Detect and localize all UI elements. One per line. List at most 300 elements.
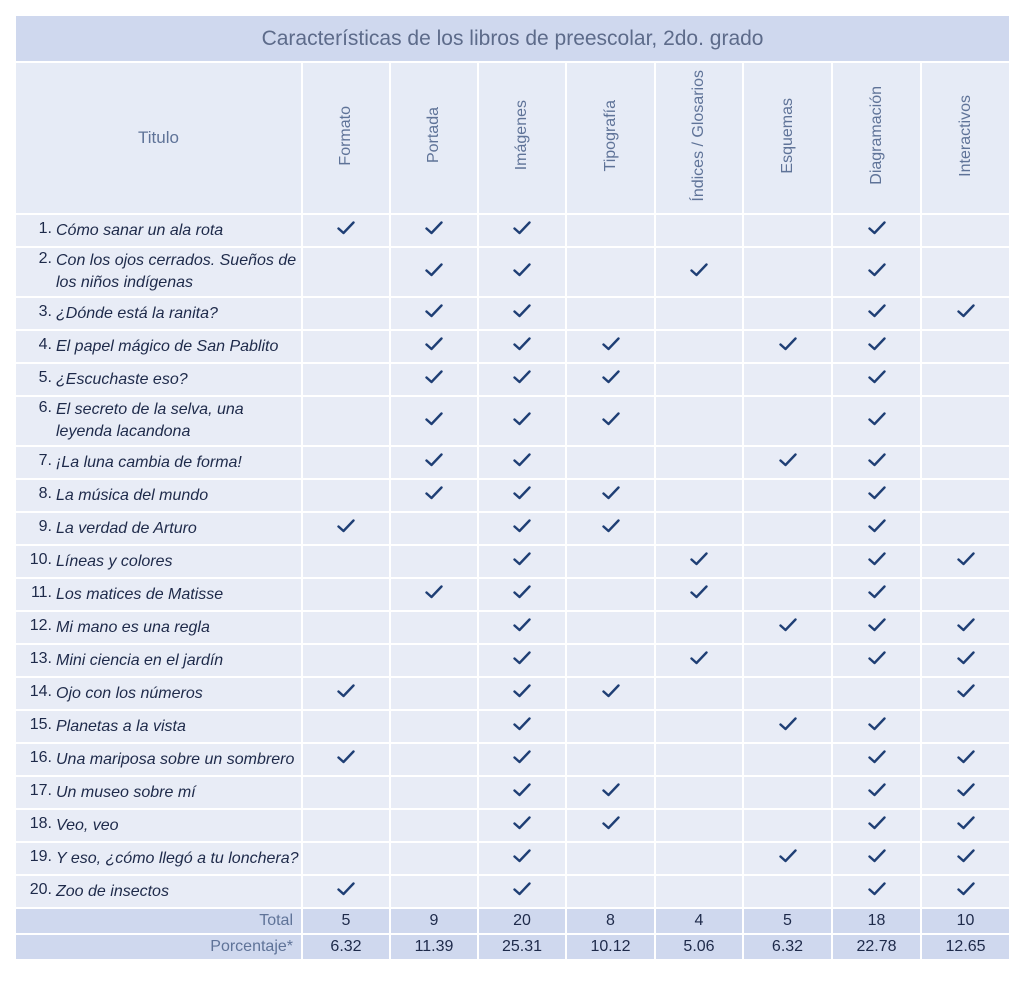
feature-cell [390,363,478,396]
table-title: Características de los libros de preescolar, 2do. grado [15,15,1010,62]
book-title-cell [15,545,302,578]
checkmark-icon [690,651,708,665]
total-row-value: 5 [302,908,390,934]
percent-row-value: 25.31 [478,934,566,960]
book-title-cell [15,330,302,363]
feature-cell [390,776,478,809]
table-row [15,297,1010,330]
checkmark-icon [868,816,886,830]
feature-cell [832,297,921,330]
book-title-cell [15,247,302,297]
feature-cell [390,611,478,644]
feature-cell [655,875,743,908]
table-title-row [15,15,1010,62]
feature-cell [302,247,390,297]
feature-cell [832,644,921,677]
feature-cell [655,330,743,363]
total-row-value: 4 [655,908,743,934]
feature-cell [302,396,390,446]
feature-cell [478,396,566,446]
row-number: 1. [38,219,52,237]
checkmark-icon [602,519,620,533]
header-col-0 [302,62,390,214]
checkmark-icon [690,552,708,566]
feature-cell [921,677,1010,710]
book-title: El secreto de la selva, una leyenda lacandona [56,401,244,440]
feature-cell [743,743,832,776]
feature-cell [478,363,566,396]
table-row [15,396,1010,446]
header-col-3 [566,62,655,214]
feature-cell [478,842,566,875]
table-row [15,677,1010,710]
row-number: 3. [38,302,52,320]
feature-cell [655,644,743,677]
book-title-cell [15,842,302,875]
checkmark-icon [868,552,886,566]
feature-cell [655,842,743,875]
checkmark-icon [513,816,531,830]
feature-cell [302,677,390,710]
feature-cell [743,396,832,446]
checkmark-icon [779,717,797,731]
checkmark-icon [513,849,531,863]
feature-cell [743,330,832,363]
checkmark-icon [779,849,797,863]
header-col-2 [478,62,566,214]
table-row [15,578,1010,611]
feature-cell [390,875,478,908]
checkmark-icon [513,519,531,533]
header-col-label: Imágenes [513,100,530,171]
feature-cell [743,875,832,908]
feature-cell [302,809,390,842]
feature-cell [478,247,566,297]
feature-cell [390,446,478,479]
checkmark-icon [868,370,886,384]
book-title: Con los ojos cerrados. Sueños de los niños indígenas [56,252,297,291]
feature-cell [478,875,566,908]
feature-cell [302,330,390,363]
book-title-cell [15,479,302,512]
feature-cell [832,842,921,875]
feature-cell [655,479,743,512]
book-title: Una mariposa sobre un sombrero [56,750,295,768]
checkmark-icon [337,882,355,896]
feature-cell [921,363,1010,396]
feature-cell [566,776,655,809]
book-title: El papel mágico de San Pablito [56,337,279,355]
total-row-value: 8 [566,908,655,934]
feature-cell [832,776,921,809]
checkmark-icon [602,337,620,351]
feature-cell [743,545,832,578]
feature-cell [302,710,390,743]
row-number: 2. [38,250,52,267]
feature-cell [566,611,655,644]
feature-cell [390,842,478,875]
percent-row-value: 5.06 [655,934,743,960]
checkmark-icon [868,849,886,863]
features-table [14,14,1011,961]
feature-cell [832,363,921,396]
checkmark-icon [868,304,886,318]
row-number: 17. [29,781,52,799]
table-row [15,479,1010,512]
feature-cell [655,809,743,842]
checkmark-icon [513,717,531,731]
table-row [15,743,1010,776]
feature-cell [921,512,1010,545]
feature-cell [302,743,390,776]
checkmark-icon [957,816,975,830]
total-row [15,908,1010,934]
feature-cell [921,743,1010,776]
feature-cell [921,396,1010,446]
feature-cell [302,512,390,545]
percent-row-value: 6.32 [743,934,832,960]
checkmark-icon [513,750,531,764]
checkmark-icon [868,263,886,277]
table-row [15,611,1010,644]
header-col-label: Diagramación [867,86,885,185]
checkmark-icon [957,882,975,896]
book-title-cell [15,677,302,710]
percent-row-value: 11.39 [390,934,478,960]
checkmark-icon [868,651,886,665]
total-row-value: 9 [390,908,478,934]
checkmark-icon [425,221,443,235]
feature-cell [832,446,921,479]
header-col-label: Tipografía [601,99,619,172]
feature-cell [832,677,921,710]
total-row-value: 18 [832,908,921,934]
feature-cell [390,644,478,677]
feature-cell [566,743,655,776]
feature-cell [478,644,566,677]
feature-cell [302,363,390,396]
header-col-1 [390,62,478,214]
feature-cell [302,479,390,512]
feature-cell [743,297,832,330]
book-title-cell [15,644,302,677]
percent-row-value: 6.32 [302,934,390,960]
table-row [15,446,1010,479]
feature-cell [655,396,743,446]
checkmark-icon [602,816,620,830]
book-title: Cómo sanar un ala rota [56,221,224,239]
row-number: 18. [29,814,52,832]
feature-cell [921,611,1010,644]
feature-cell [655,363,743,396]
feature-cell [478,512,566,545]
row-number: 4. [38,335,52,353]
feature-cell [921,776,1010,809]
checkmark-icon [513,453,531,467]
checkmark-icon [425,304,443,318]
row-number: 5. [38,368,52,386]
book-title: ¡La luna cambia de forma! [56,453,242,471]
row-number: 15. [29,715,52,733]
checkmark-icon [868,453,886,467]
feature-cell [921,330,1010,363]
checkmark-icon [779,618,797,632]
feature-cell [655,247,743,297]
feature-cell [390,677,478,710]
book-title-cell [15,710,302,743]
checkmark-icon [690,585,708,599]
feature-cell [743,809,832,842]
checkmark-icon [602,486,620,500]
feature-cell [655,677,743,710]
checkmark-icon [957,684,975,698]
header-col-label: Formato [337,105,354,166]
book-title-cell [15,396,302,446]
checkmark-icon [337,684,355,698]
feature-cell [921,842,1010,875]
row-number: 9. [38,517,52,535]
feature-cell [743,446,832,479]
row-number: 16. [29,748,52,766]
book-title: ¿Escuchaste eso? [56,370,188,388]
feature-cell [743,512,832,545]
row-number: 10. [29,550,52,568]
feature-cell [478,214,566,247]
checkmark-icon [337,221,355,235]
header-col-6 [832,62,921,214]
table-row [15,545,1010,578]
feature-cell [832,743,921,776]
book-title: Los matices de Matisse [56,585,224,603]
feature-cell [302,214,390,247]
feature-cell [655,776,743,809]
total-row-label: Total [15,908,302,934]
checkmark-icon [513,486,531,500]
feature-cell [566,578,655,611]
feature-cell [390,396,478,446]
table-row [15,363,1010,396]
checkmark-icon [513,221,531,235]
checkmark-icon [513,783,531,797]
checkmark-icon [868,783,886,797]
feature-cell [566,545,655,578]
checkmark-icon [425,370,443,384]
book-title: La música del mundo [56,486,209,504]
checkmark-icon [513,684,531,698]
checkmark-icon [513,263,531,277]
feature-cell [832,875,921,908]
book-title: ¿Dónde está la ranita? [56,304,218,322]
row-number: 11. [30,583,52,601]
checkmark-icon [425,412,443,426]
feature-cell [832,611,921,644]
book-title: Un museo sobre mí [56,783,196,801]
feature-cell [921,214,1010,247]
feature-cell [566,363,655,396]
book-title: Planetas a la vista [56,717,186,735]
feature-cell [390,545,478,578]
table-row [15,512,1010,545]
table-row [15,842,1010,875]
book-title-cell [15,776,302,809]
table-row [15,875,1010,908]
feature-cell [743,479,832,512]
feature-cell [921,809,1010,842]
header-col-label: Esquemas [778,97,796,174]
feature-cell [302,776,390,809]
feature-cell [302,545,390,578]
feature-cell [921,875,1010,908]
feature-cell [302,842,390,875]
checkmark-icon [337,519,355,533]
feature-cell [302,578,390,611]
feature-cell [478,710,566,743]
row-number: 8. [38,484,52,502]
row-number: 6. [38,399,52,416]
feature-cell [478,330,566,363]
header-col-4 [655,62,743,214]
table-row [15,809,1010,842]
feature-cell [478,297,566,330]
feature-cell [832,809,921,842]
feature-cell [478,611,566,644]
feature-cell [832,512,921,545]
checkmark-icon [957,552,975,566]
feature-cell [390,214,478,247]
row-number: 13. [29,649,52,667]
feature-cell [566,809,655,842]
book-title: Mi mano es una regla [56,618,210,636]
feature-cell [566,677,655,710]
feature-cell [832,396,921,446]
feature-cell [566,297,655,330]
feature-cell [655,710,743,743]
checkmark-icon [957,783,975,797]
feature-cell [390,297,478,330]
feature-cell [566,842,655,875]
row-number: 20. [29,880,52,898]
book-title: Líneas y colores [56,552,173,570]
feature-cell [832,479,921,512]
feature-cell [566,446,655,479]
book-title-cell [15,611,302,644]
book-title: Zoo de insectos [56,882,169,900]
checkmark-icon [602,684,620,698]
feature-cell [302,644,390,677]
book-title-cell [15,363,302,396]
header-col-label: Índices / Glosarios [690,69,707,202]
total-row-value: 5 [743,908,832,934]
feature-cell [302,611,390,644]
row-number: 19. [29,847,52,865]
feature-cell [390,578,478,611]
feature-cell [478,809,566,842]
percent-row-value: 12.65 [921,934,1010,960]
feature-cell [655,446,743,479]
checkmark-icon [513,337,531,351]
feature-cell [743,247,832,297]
table-row [15,214,1010,247]
feature-cell [921,446,1010,479]
feature-cell [655,297,743,330]
feature-cell [921,644,1010,677]
feature-cell [921,479,1010,512]
checkmark-icon [868,412,886,426]
checkmark-icon [868,519,886,533]
checkmark-icon [513,552,531,566]
row-number: 7. [38,451,52,469]
book-title-cell [15,875,302,908]
percent-row-value: 22.78 [832,934,921,960]
feature-cell [478,545,566,578]
feature-cell [566,330,655,363]
checkmark-icon [602,412,620,426]
header-col-5 [743,62,832,214]
feature-cell [743,677,832,710]
header-col-7 [921,62,1010,214]
feature-cell [832,247,921,297]
table-row [15,247,1010,297]
feature-cell [478,446,566,479]
checkmark-icon [957,304,975,318]
feature-cell [390,710,478,743]
feature-cell [478,743,566,776]
feature-cell [566,710,655,743]
checkmark-icon [957,750,975,764]
feature-cell [921,297,1010,330]
checkmark-icon [868,486,886,500]
checkmark-icon [957,849,975,863]
feature-cell [832,710,921,743]
feature-cell [921,578,1010,611]
book-title: Ojo con los números [56,684,203,702]
checkmark-icon [425,337,443,351]
feature-cell [390,743,478,776]
feature-cell [655,611,743,644]
feature-cell [655,545,743,578]
checkmark-icon [425,486,443,500]
checkmark-icon [513,882,531,896]
checkmark-icon [513,618,531,632]
feature-cell [921,545,1010,578]
book-title-cell [15,214,302,247]
feature-cell [655,578,743,611]
checkmark-icon [868,717,886,731]
percent-row-value: 10.12 [566,934,655,960]
checkmark-icon [602,783,620,797]
book-title: La verdad de Arturo [56,519,197,537]
feature-cell [921,247,1010,297]
checkmark-icon [513,651,531,665]
checkmark-icon [602,370,620,384]
checkmark-icon [779,453,797,467]
feature-cell [832,545,921,578]
feature-cell [390,809,478,842]
feature-cell [478,677,566,710]
percent-row-label: Porcentaje* [15,934,302,960]
feature-cell [743,710,832,743]
feature-cell [566,644,655,677]
header-title-col: Titulo [15,62,302,214]
feature-cell [390,479,478,512]
checkmark-icon [690,263,708,277]
checkmark-icon [868,221,886,235]
feature-cell [390,247,478,297]
checkmark-icon [868,882,886,896]
feature-cell [921,710,1010,743]
checkmark-icon [779,337,797,351]
feature-cell [655,512,743,545]
